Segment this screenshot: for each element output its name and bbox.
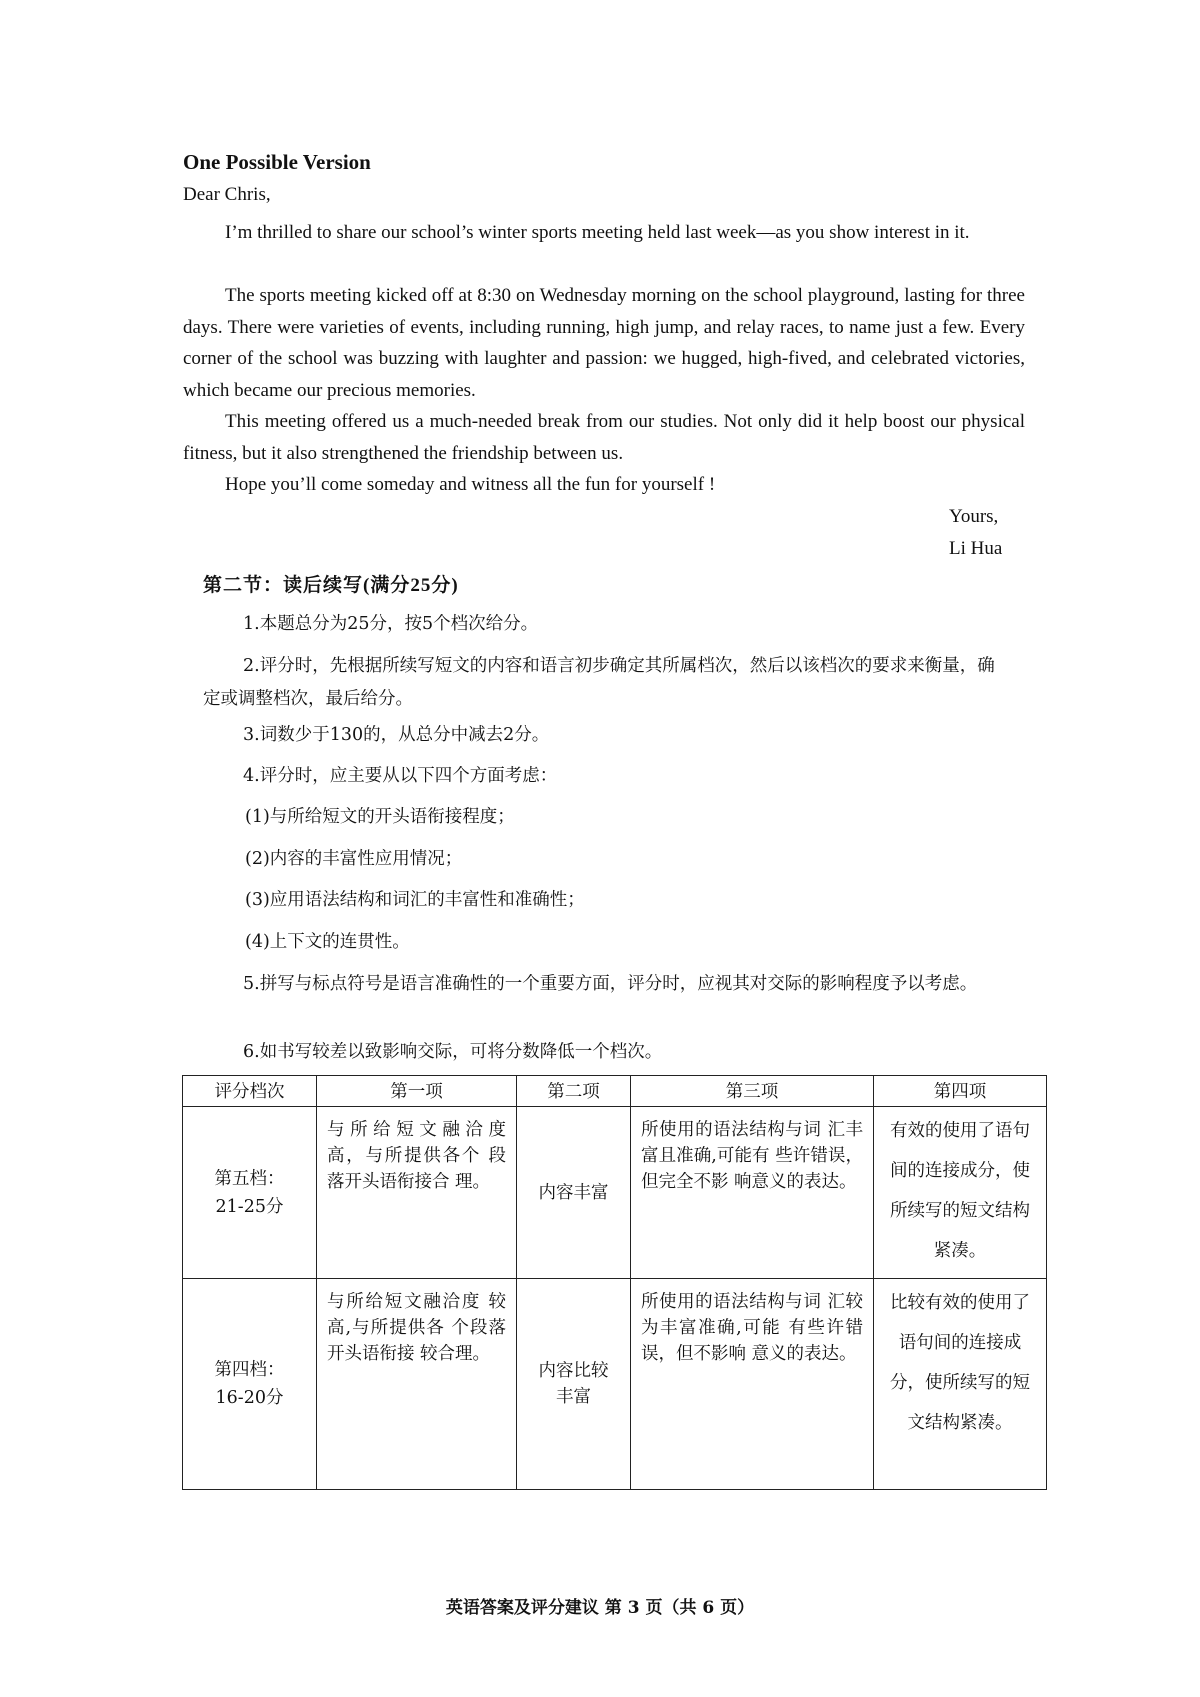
item-1-cell: 与所给短文融洽度 较高,与所提供各 个段落开头语衔接 较合理。 xyxy=(317,1279,517,1490)
header-item-2: 第二项 xyxy=(517,1076,631,1107)
version-heading: One Possible Version xyxy=(183,150,371,174)
letter-paragraph-2: The sports meeting kicked off at 8:30 on Wednesday morning on the school playground, lasting for three days. There were varieties of events, including running, high jump, and relay races, to name just a few. Every corner of the school was buzzing with laughter and passion: we hugged, high-fived, and celebrated victories, which became our precious memories. xyxy=(183,285,1025,401)
level-cell xyxy=(183,1107,317,1279)
criterion-1: (1)与所给短文的开头语衔接程度； xyxy=(245,807,515,827)
header-level: 评分档次 xyxy=(183,1076,317,1107)
salutation: Dear Chris, xyxy=(183,184,271,205)
header-item-3: 第三项 xyxy=(631,1076,874,1107)
rule-5: 5.拼写与标点符号是语言准确性的一个重要方面，评分时，应视其对交际的影响程度予以考虑。 xyxy=(243,974,978,994)
header-item-4: 第四项 xyxy=(874,1076,1047,1107)
letter-paragraph-3: This meeting offered us a much-needed break from our studies. Not only did it help boost our physical fitness, but it also strengthened the friendship between us. xyxy=(183,411,1025,464)
criterion-4: (4)上下文的连贯性。 xyxy=(245,932,410,952)
rule-4: 4.评分时，应主要从以下四个方面考虑： xyxy=(243,766,558,786)
page-footer: 英语答案及评分建议 第 3 页（共 6 页） xyxy=(445,1598,755,1618)
scoring-table xyxy=(182,1075,1047,1490)
item-4-cell: 有效的使用了语句间的连接成分，使所续写的短文结构紧凑。 xyxy=(874,1107,1047,1279)
rule-2: 2.评分时，先根据所续写短文的内容和语言初步确定其所属档次，然后以该档次的要求来衡量，确定或调整档次，最后给分。 xyxy=(203,656,995,709)
rule-3: 3.词数少于130的，从总分中减去2分。 xyxy=(243,725,550,745)
item-2-cell: 内容丰富 xyxy=(517,1107,631,1279)
level-name: 第四档： xyxy=(214,1360,285,1380)
letter-paragraph-4: Hope you’ll come someday and witness all the fun for yourself ! xyxy=(225,474,716,495)
table-row xyxy=(183,1107,1047,1279)
level-score: 21-25分 xyxy=(215,1196,284,1217)
item-3-cell: 所使用的语法结构与词 汇丰富且准确,可能有 些许错误，但完全不影 响意义的表达。 xyxy=(631,1107,874,1279)
item-2-cell: 内容比较 丰富 xyxy=(517,1279,631,1490)
rule-6: 6.如书写较差以致影响交际，可将分数降低一个档次。 xyxy=(243,1042,663,1062)
table-row xyxy=(183,1279,1047,1490)
table-header-row xyxy=(183,1076,1047,1107)
level-name: 第五档： xyxy=(214,1168,285,1189)
criterion-2: (2)内容的丰富性应用情况； xyxy=(245,849,463,869)
letter-closing: Yours, xyxy=(949,506,999,527)
level-score: 16-20分 xyxy=(215,1388,284,1408)
criterion-3: (3)应用语法结构和词汇的丰富性和准确性； xyxy=(245,890,585,910)
letter-signature: Li Hua xyxy=(949,538,1003,559)
item-4-cell: 比较有效的使用了语句间的连接成分，使所续写的短文结构紧凑。 xyxy=(874,1279,1047,1490)
header-item-1: 第一项 xyxy=(317,1076,517,1107)
section2-title: 第二节：读后续写(满分25分) xyxy=(203,575,459,596)
rule-1: 1.本题总分为25分，按5个档次给分。 xyxy=(243,614,539,634)
level-cell xyxy=(183,1279,317,1490)
item-3-cell: 所使用的语法结构与词 汇较为丰富准确,可能 有些许错误，但不影响 意义的表达。 xyxy=(631,1279,874,1490)
letter-paragraph-1: I’m thrilled to share our school’s winter sports meeting held last week—as you show interest in it. xyxy=(225,222,970,243)
item-1-cell: 与所给短文融洽度 高，与所提供各个 段落开头语衔接合 理。 xyxy=(317,1107,517,1279)
